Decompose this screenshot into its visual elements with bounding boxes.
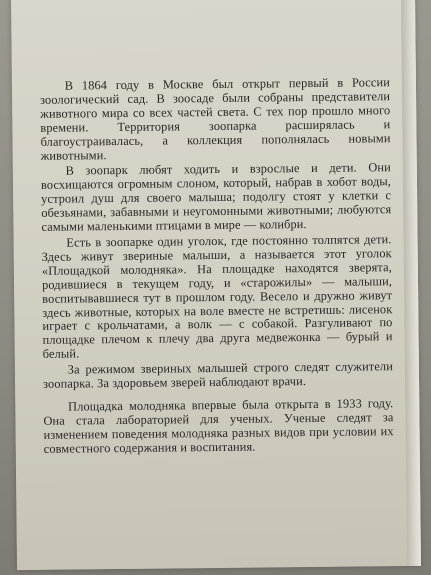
paragraph: Площадка молодняка впервые была открыта в 1933 году. Она стала лабораторией для ученых. Ученые следят за изменением поведения молодняка разных видов при условии их совместного содержания и воспитания. xyxy=(43,396,394,456)
paragraph: В зоопарк любят ходить и взрослые и дети. Они восхищаются огромным слоном, который, набрав в хобот воды, устроил душ для своего малыша; подолгу стоят у клетки с обезьянами, забавными и неугомонными животными; любуются самыми маленькими птицами в мире — колибри. xyxy=(40,160,392,234)
article-text xyxy=(40,76,394,458)
paragraph: За режимом звериных малышей строго следят служители зоопарка. За здоровьем зверей наблюдают врачи. xyxy=(42,359,393,391)
paragraph: Есть в зоопарке один уголок, где постоянно толпятся дети. Здесь живут звериные малыши, а называется этот уголок «Площадкой молодняка». На площадке находятся зверята, родившиеся в текущем году, и «старожилы» — малыши, воспитывавшиеся тут в прошлом году. Весело и дружно живут здесь животные, которых на воле вместе не встретишь: лисенок играет с крольчатами, а волк — с собакой. Разгуливают по площадке плечом к плечу два друга медвежонка — бурый и белый. xyxy=(41,232,393,362)
paragraph: В 1864 году в Москве был открыт первый в России зоологический сад. В зоосаде были собраны представители животного мира со всех частей света. С тех пор прошло много времени. Территория зоопарка расширялась и благоустраивалась, а коллекция пополнялась новыми животными. xyxy=(40,75,391,163)
book-page xyxy=(11,0,421,570)
